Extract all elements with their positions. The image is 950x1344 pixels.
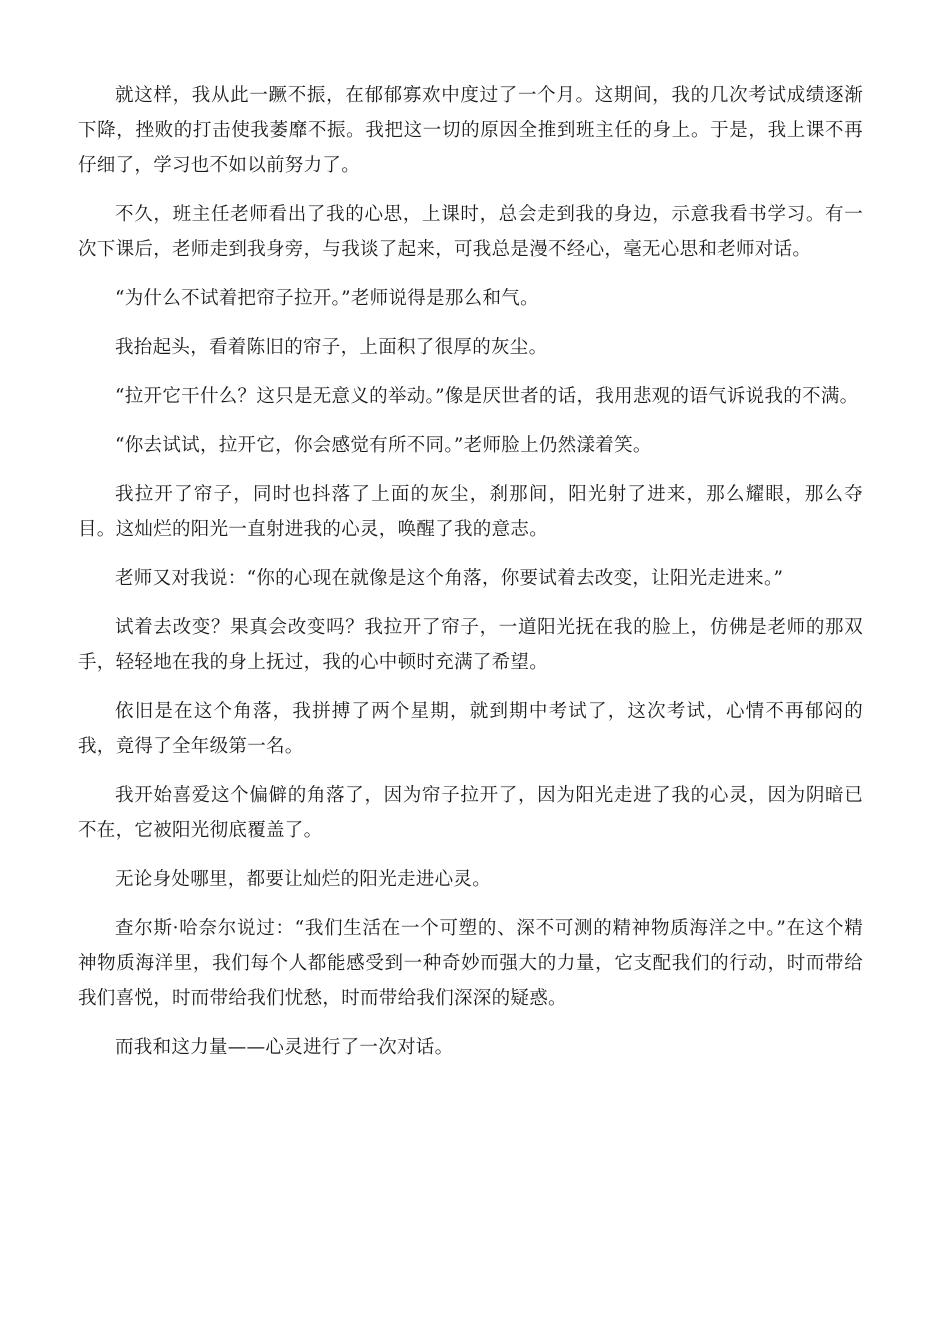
- paragraph: 依旧是在这个角落，我拼搏了两个星期，就到期中考试了，这次考试，心情不再郁闷的我，竟得了全年级第一名。: [78, 701, 863, 757]
- paragraph: 我拉开了帘子，同时也抖落了上面的灰尘，刹那间，阳光射了进来，那么耀眼，那么夺目。这灿烂的阳光一直射进我的心灵，唤醒了我的意志。: [78, 484, 863, 540]
- paragraph: “为什么不试着把帘子拉开。”老师说得是那么和气。: [115, 288, 539, 309]
- paragraph: 试着去改变？果真会改变吗？我拉开了帘子，一道阳光抚在我的脸上，仿佛是老师的那双手，轻轻地在我的身上抚过，我的心中顿时充满了希望。: [78, 617, 863, 673]
- paragraph: 不久，班主任老师看出了我的心思，上课时，总会走到我的身边，示意我看书学习。有一次下课后，老师走到我身旁，与我谈了起来，可我总是漫不经心，毫无心思和老师对话。: [78, 204, 863, 260]
- paragraph: 查尔斯·哈奈尔说过：“我们生活在一个可塑的、深不可测的精神物质海洋之中。”在这个精神物质海洋里，我们每个人都能感受到一种奇妙而强大的力量，它支配我们的行动，时而带给我们喜悦，时而带给我们忧愁，时而带给我们深深的疑惑。: [78, 918, 863, 1009]
- paragraph: 我抬起头，看着陈旧的帘子，上面积了很厚的灰尘。: [115, 337, 548, 358]
- paragraph: 无论身处哪里，都要让灿烂的阳光走进心灵。: [115, 869, 492, 890]
- document-body: [78, 78, 863, 1079]
- paragraph: 就这样，我从此一蹶不振，在郁郁寡欢中度过了一个月。这期间，我的几次考试成绩逐渐下降，挫败的打击使我萎靡不振。我把这一切的原因全推到班主任的身上。于是，我上课不再仔细了，学习也不如以前努力了。: [78, 85, 863, 176]
- paragraph: 老师又对我说：“你的心现在就像是这个角落，你要试着去改变，让阳光走进来。”: [115, 568, 784, 589]
- paragraph: 而我和这力量——心灵进行了一次对话。: [115, 1037, 454, 1058]
- paragraph: “拉开它干什么？这只是无意义的举动。”像是厌世者的话，我用悲观的语气诉说我的不满。: [115, 386, 859, 407]
- paragraph: 我开始喜爱这个偏僻的角落了，因为帘子拉开了，因为阳光走进了我的心灵，因为阴暗已不在，它被阳光彻底覆盖了。: [78, 785, 863, 841]
- paragraph: “你去试试，拉开它，你会感觉有所不同。”老师脸上仍然漾着笑。: [115, 435, 652, 456]
